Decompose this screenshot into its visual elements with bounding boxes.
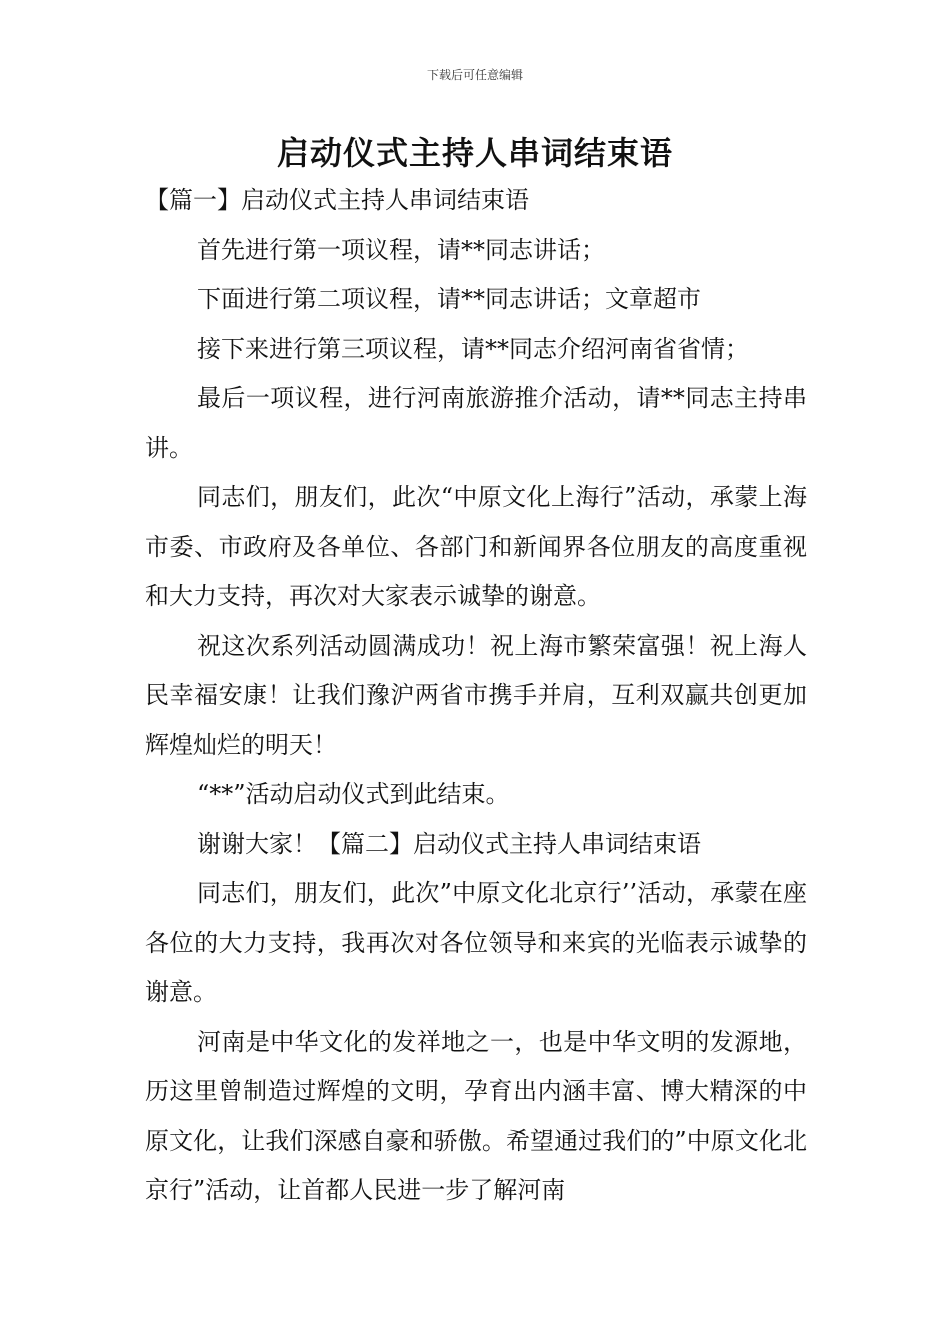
paragraph: “**”活动启动仪式到此结束。: [197, 780, 510, 808]
document-title: 启动仪式主持人串词结束语: [276, 134, 673, 172]
paragraph: 同志们，朋友们，此次”中原文化北京行’’活动，承蒙在座各位的大力支持，我再次对各位领导和来宾的光临表示诚挚的谢意。: [145, 879, 807, 1006]
paragraph: 【篇一】启动仪式主持人串词结束语: [145, 186, 529, 214]
paragraph: 下面进行第二项议程，请**同志讲话；文章超市: [197, 285, 701, 313]
paragraph: 河南是中华文化的发祥地之一，也是中华文明的发源地，历这里曾制造过辉煌的文明，孕育出内涵丰富、博大精深的中原文化，让我们深感自豪和骄傲。希望通过我们的”中原文化北京行”活动，让首都人民进一步了解河南: [145, 1027, 807, 1204]
paragraph: 首先进行第一项议程，请**同志讲话；: [197, 235, 605, 264]
paragraph: 接下来进行第三项议程，请**同志介绍河南省省情；: [197, 334, 749, 363]
paragraph: 谢谢大家！【篇二】启动仪式主持人串词结束语: [197, 829, 701, 858]
document-body: [145, 176, 807, 1216]
paragraph: 同志们，朋友们，此次“中原文化上海行”活动，承蒙上海市委、市政府及各单位、各部门和新闻界各位朋友的高度重视和大力支持，再次对大家表示诚挚的谢意。: [145, 483, 807, 610]
paragraph: 祝这次系列活动圆满成功！祝上海市繁荣富强！祝上海人民幸福安康！让我们豫沪两省市携手并肩，互利双赢共创更加辉煌灿烂的明天！: [145, 631, 807, 759]
header-note: 下载后可任意编辑: [426, 68, 523, 82]
paragraph: 最后一项议程，进行河南旅游推介活动，请**同志主持串讲。: [145, 384, 807, 462]
